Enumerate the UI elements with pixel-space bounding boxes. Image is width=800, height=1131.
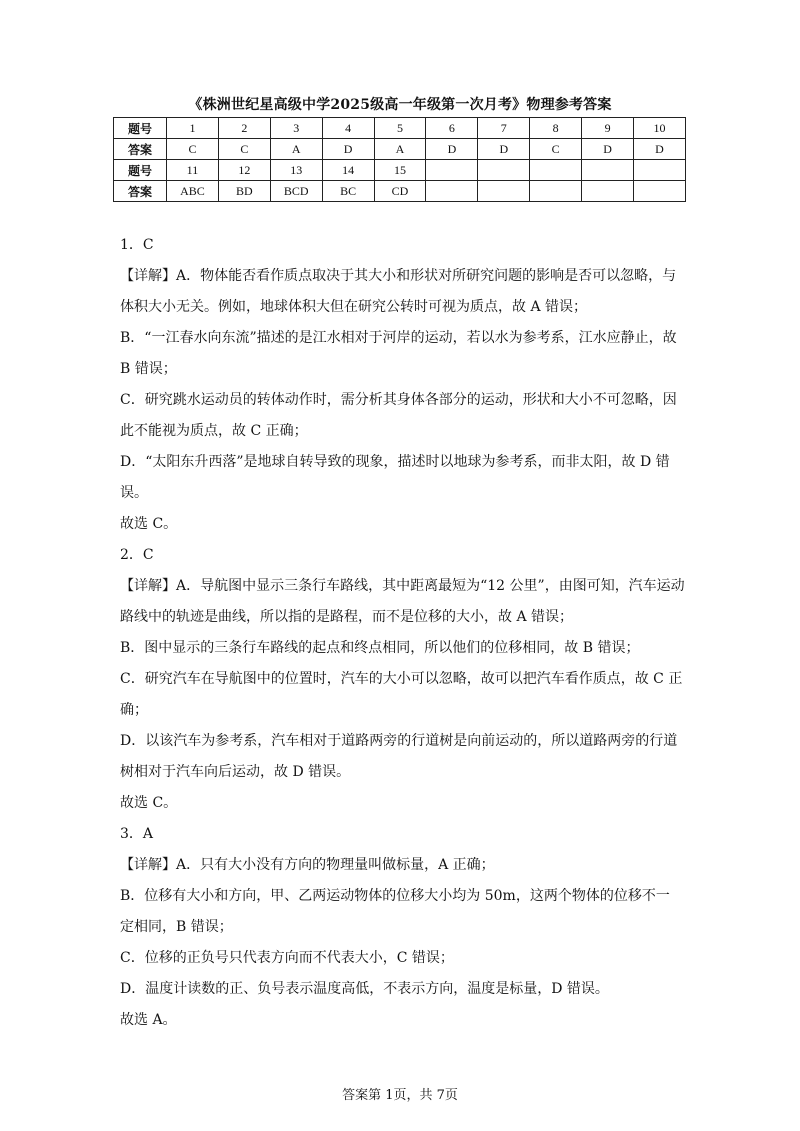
question-number: 15 — [374, 160, 426, 181]
text-line: C．位移的正负号只代表方向而不代表大小，C 错误； — [120, 950, 454, 966]
page-footer: 答案第 1页，共 7页 — [342, 1088, 458, 1103]
answer-cell — [582, 181, 634, 202]
question-number: 9 — [582, 118, 634, 139]
answer-cell — [530, 181, 582, 202]
question-number — [478, 160, 530, 181]
table-row-answers-2 — [114, 181, 686, 202]
question-number: 4 — [322, 118, 374, 139]
text-line: 故选 C。 — [120, 795, 178, 811]
row-label: 题号 — [114, 160, 167, 181]
answer-cell: CD — [374, 181, 426, 202]
answer-cell: BD — [218, 181, 270, 202]
question-number — [634, 160, 686, 181]
table-row-numbers-1 — [114, 118, 686, 139]
answer-cell: D — [582, 139, 634, 160]
text-line: 体积大小无关。例如，地球体积大但在研究公转时可视为质点，故 A 错误； — [120, 299, 588, 315]
text-line: C．研究汽车在导航图中的位置时，汽车的大小可以忽略，故可以把汽车看作质点，故 C 正 — [120, 671, 683, 687]
question-heading: 2．C — [120, 547, 154, 563]
answer-cell: C — [167, 139, 219, 160]
text-line: 树相对于汽车向后运动，故 D 错误。 — [120, 764, 351, 780]
question-number — [426, 160, 478, 181]
text-line: B．图中显示的三条行车路线的起点和终点相同，所以他们的位移相同，故 B 错误； — [120, 640, 640, 656]
text-line: 【详解】A．只有大小没有方向的物理量叫做标量，A 正确； — [120, 857, 495, 873]
text-line: 【详解】A．导航图中显示三条行车路线，其中距离最短为“12 公里”，由图可知，汽车运动 — [120, 578, 685, 594]
answer-cell: D — [634, 139, 686, 160]
answer-cell: C — [218, 139, 270, 160]
question-heading: 3．A — [120, 826, 154, 842]
answer-cell: BCD — [270, 181, 322, 202]
row-label: 题号 — [114, 118, 167, 139]
question-number: 12 — [218, 160, 270, 181]
text-line: B．“一江春水向东流”描述的是江水相对于河岸的运动，若以水为参考系，江水应静止，故 — [120, 330, 677, 346]
row-label: 答案 — [114, 181, 167, 202]
answer-cell: D — [426, 139, 478, 160]
text-line: 确； — [120, 702, 148, 718]
answer-cell — [634, 181, 686, 202]
text-line: 故选 A。 — [120, 1012, 177, 1028]
question-heading: 1．C — [120, 237, 154, 253]
answer-cell: D — [322, 139, 374, 160]
answer-cell — [426, 181, 478, 202]
question-number: 13 — [270, 160, 322, 181]
text-line: 【详解】A．物体能否看作质点取决于其大小和形状对所研究问题的影响是否可以忽略，与 — [120, 268, 677, 284]
answer-cell: BC — [322, 181, 374, 202]
question-number: 2 — [218, 118, 270, 139]
question-number: 5 — [374, 118, 426, 139]
text-line: 此不能视为质点，故 C 正确； — [120, 423, 308, 439]
question-number: 6 — [426, 118, 478, 139]
question-number — [582, 160, 634, 181]
question-number: 11 — [167, 160, 219, 181]
answer-table — [113, 117, 686, 202]
question-number: 7 — [478, 118, 530, 139]
answer-cell: C — [530, 139, 582, 160]
answer-cell: A — [270, 139, 322, 160]
explanation-body — [120, 230, 685, 1036]
question-number — [530, 160, 582, 181]
text-line: 定相同，B 错误； — [120, 919, 233, 935]
question-number: 1 — [167, 118, 219, 139]
question-number: 3 — [270, 118, 322, 139]
text-line: D．以该汽车为参考系，汽车相对于道路两旁的行道树是向前运动的，所以道路两旁的行道 — [120, 733, 678, 749]
answer-cell — [478, 181, 530, 202]
text-line: B 错误； — [120, 361, 177, 377]
text-line: 故选 C。 — [120, 516, 178, 532]
text-line: C．研究跳水运动员的转体动作时，需分析其身体各部分的运动，形状和大小不可忽略，因 — [120, 392, 677, 408]
text-line: B．位移有大小和方向，甲、乙两运动物体的位移大小均为 50m，这两个物体的位移不一 — [120, 888, 670, 904]
table-row-numbers-2 — [114, 160, 686, 181]
text-line: D．温度计读数的正、负号表示温度高低，不表示方向，温度是标量，D 错误。 — [120, 981, 609, 997]
row-label: 答案 — [114, 139, 167, 160]
question-number: 8 — [530, 118, 582, 139]
page-title: 《株洲世纪星高级中学2025级高一年级第一次月考》物理参考答案 — [188, 97, 612, 113]
table-row-answers-1 — [114, 139, 686, 160]
text-line: D．“太阳东升西落”是地球自转导致的现象，描述时以地球为参考系，而非太阳，故 D 错误。 — [120, 454, 670, 501]
answer-cell: A — [374, 139, 426, 160]
answer-cell: D — [478, 139, 530, 160]
answer-cell: ABC — [167, 181, 219, 202]
question-number: 10 — [634, 118, 686, 139]
text-line: 路线中的轨迹是曲线，所以指的是路程，而不是位移的大小，故 A 错误； — [120, 609, 574, 625]
question-number: 14 — [322, 160, 374, 181]
